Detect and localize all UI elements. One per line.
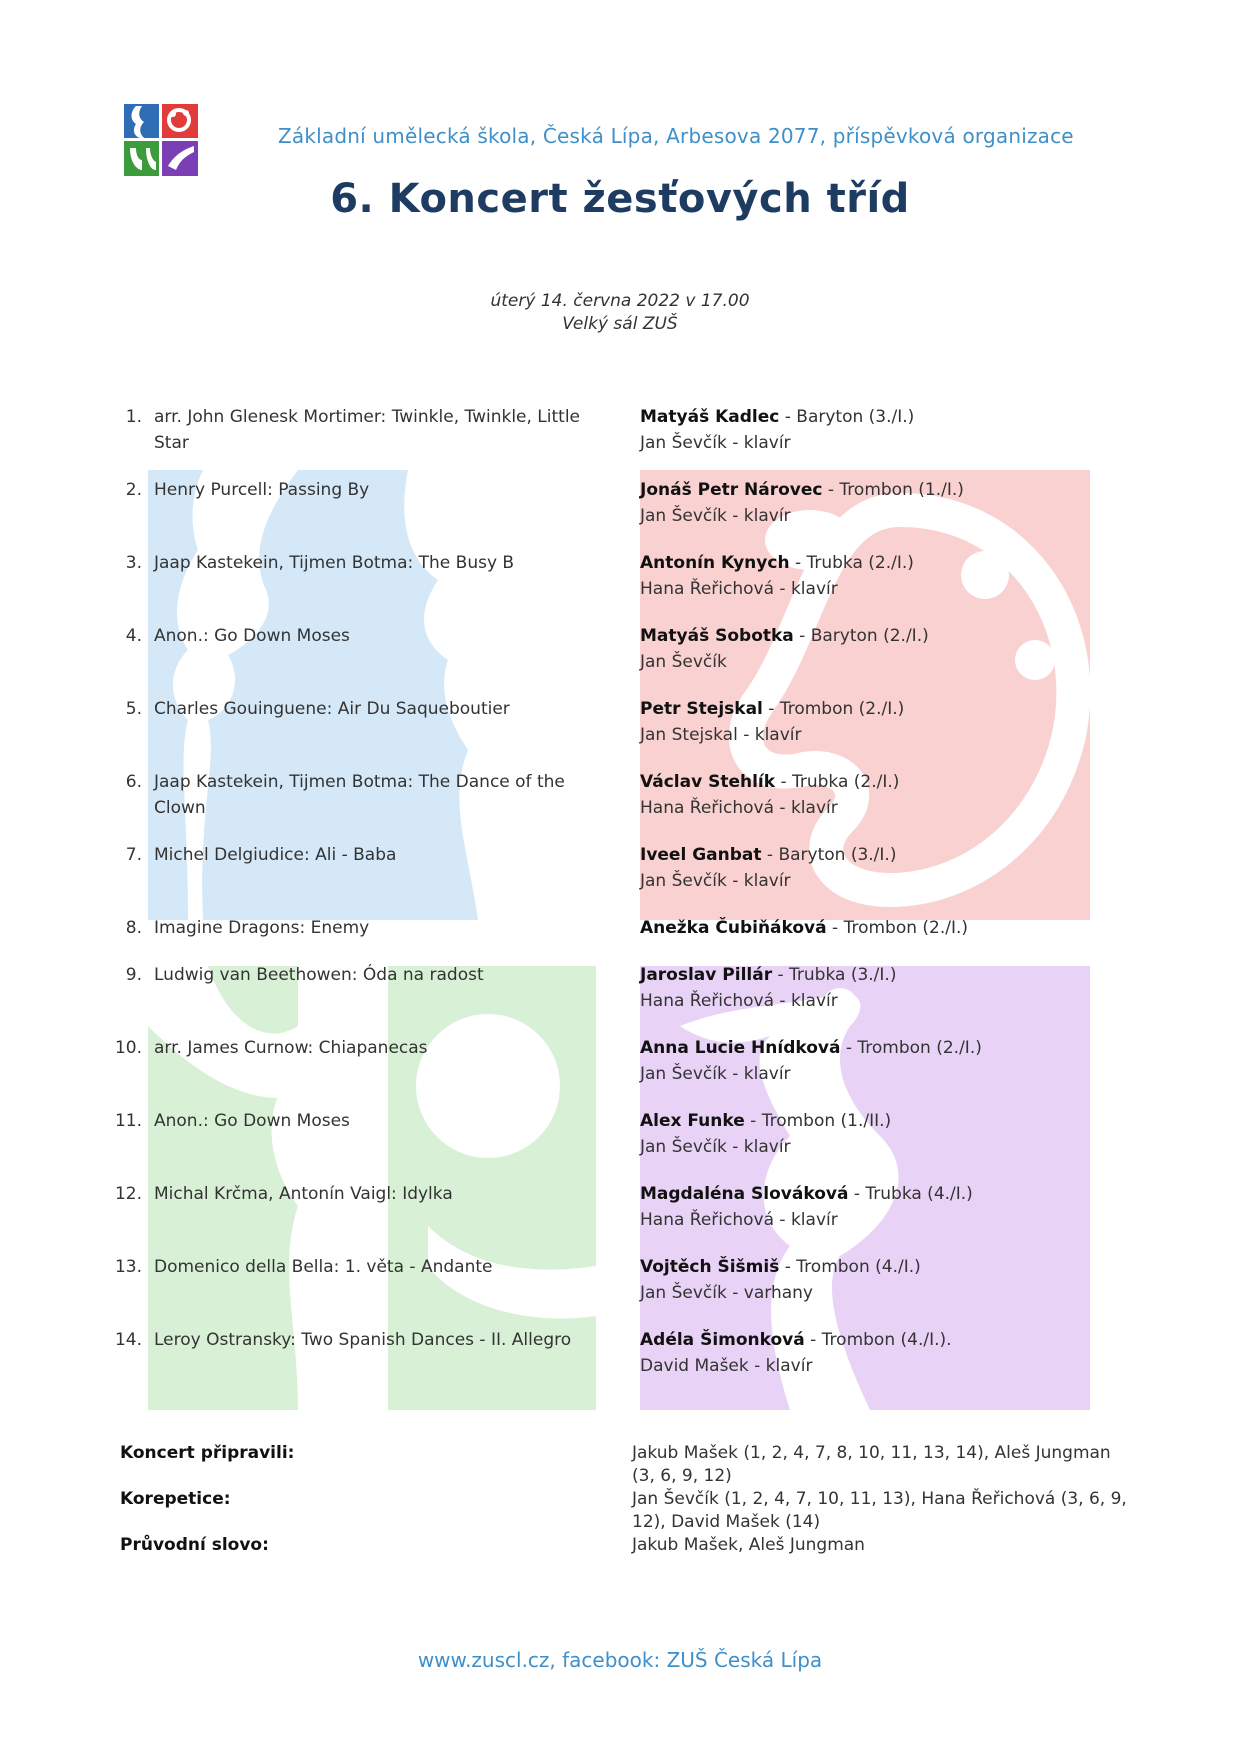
performer-name: Adéla Šimonková: [640, 1330, 805, 1350]
program-performers: [640, 842, 1120, 894]
performer-name: Magdaléna Slováková: [640, 1184, 849, 1204]
program-number: 13.: [114, 1257, 142, 1277]
program-row: [112, 1108, 1132, 1168]
program-row: [112, 1327, 1132, 1387]
program-performers: [640, 696, 1120, 748]
program-number: 2.: [125, 480, 142, 500]
performer-name: Iveel Ganbat: [640, 845, 762, 865]
program-row: [112, 1254, 1132, 1314]
accompanist: Hana Řeřichová - klavír: [640, 798, 838, 818]
performer-instrument: - Trubka (3./I.): [772, 965, 897, 985]
accompanist: Jan Ševčík: [640, 652, 727, 672]
program-performers: [640, 962, 1120, 1014]
performer-name: Matyáš Sobotka: [640, 626, 794, 646]
program-performers: [640, 1108, 1120, 1160]
program-piece: Michal Krčma, Antonín Vaigl: Idylka: [154, 1184, 453, 1204]
program-performers: [640, 1327, 1120, 1379]
program-performers: [640, 1254, 1120, 1306]
performer-instrument: - Baryton (3./I.): [761, 845, 897, 865]
program-piece: Imagine Dragons: Enemy: [154, 918, 370, 938]
program-piece: Ludwig van Beethowen: Óda na radost: [154, 965, 484, 985]
program-performers: [640, 477, 1120, 529]
credit-value: Jan Ševčík (1, 2, 4, 7, 10, 11, 13), Hana Řeřichová (3, 6, 9, 12), David Mašek (14): [632, 1489, 1127, 1532]
program-performers: [640, 769, 1120, 821]
program-performers: [640, 550, 1120, 602]
program-piece: Charles Gouinguene: Air Du Saqueboutier: [154, 699, 510, 719]
program-piece: Anon.: Go Down Moses: [154, 1111, 350, 1131]
performer-instrument: - Trubka (4./I.): [848, 1184, 973, 1204]
accompanist: Jan Ševčík - varhany: [640, 1283, 813, 1303]
accompanist: Jan Ševčík - klavír: [640, 506, 791, 526]
accompanist: Jan Ševčík - klavír: [640, 433, 791, 453]
program-row: [112, 1181, 1132, 1241]
program-row: [112, 842, 1132, 902]
performer-instrument: - Baryton (2./I.): [793, 626, 929, 646]
credit-label: Průvodní slovo:: [120, 1535, 269, 1555]
program-row: [112, 477, 1132, 537]
performer-name: Vojtěch Šišmiš: [640, 1257, 780, 1277]
accompanist: Jan Ševčík - klavír: [640, 871, 791, 891]
school-logo: [124, 104, 198, 176]
performer-name: Anežka Čubiňáková: [640, 918, 827, 938]
accompanist: David Mašek - klavír: [640, 1356, 813, 1376]
performer-name: Václav Stehlík: [640, 772, 776, 792]
program-piece: Jaap Kastekein, Tijmen Botma: The Busy B: [154, 553, 515, 573]
performer-instrument: - Trubka (2./I.): [775, 772, 900, 792]
performer-name: Alex Funke: [640, 1111, 745, 1131]
concert-venue: Velký sál ZUŠ: [562, 314, 678, 334]
performer-instrument: - Trombon (4./I.).: [804, 1330, 952, 1350]
accompanist: Hana Řeřichová - klavír: [640, 579, 838, 599]
program-row: [112, 962, 1132, 1022]
program-number: 9.: [125, 965, 142, 985]
performer-instrument: - Trombon (2./I.): [762, 699, 905, 719]
program-row: [112, 550, 1132, 610]
program-number: 3.: [125, 553, 142, 573]
program-number: 8.: [125, 918, 142, 938]
program-number: 12.: [114, 1184, 142, 1204]
performer-instrument: - Trombon (4./I.): [779, 1257, 921, 1277]
performer-instrument: - Trombon (2./I.): [840, 1038, 982, 1058]
program-performers: [640, 623, 1120, 675]
logo-icon: [124, 104, 198, 176]
program-piece: Jaap Kastekein, Tijmen Botma: The Dance of the Clown: [154, 772, 565, 818]
program-number: 5.: [125, 699, 142, 719]
program-piece: arr. James Curnow: Chiapanecas: [154, 1038, 428, 1058]
accompanist: Hana Řeřichová - klavír: [640, 991, 838, 1011]
program-number: 11.: [114, 1111, 142, 1131]
credit-value: Jakub Mašek (1, 2, 4, 7, 8, 10, 11, 13, 14), Aleš Jungman (3, 6, 9, 12): [632, 1443, 1111, 1486]
program-piece: Anon.: Go Down Moses: [154, 626, 350, 646]
program-row: [112, 623, 1132, 683]
performer-instrument: - Baryton (3./I.): [779, 407, 915, 427]
credit-value: Jakub Mašek, Aleš Jungman: [632, 1535, 865, 1555]
credit-label: Korepetice:: [120, 1489, 231, 1509]
accompanist: Jan Stejskal - klavír: [640, 725, 802, 745]
program-row: [112, 404, 1132, 464]
program-performers: [640, 404, 1120, 456]
accompanist: Jan Ševčík - klavír: [640, 1137, 791, 1157]
credit-label: Koncert připravili:: [120, 1443, 295, 1463]
program-number: 14.: [114, 1330, 142, 1350]
performer-name: Jonáš Petr Nárovec: [640, 480, 823, 500]
program-performers: [640, 1181, 1120, 1233]
performer-instrument: - Trombon (1./I.): [822, 480, 964, 500]
program-piece: Domenico della Bella: 1. věta - Andante: [154, 1257, 493, 1277]
program-number: 6.: [125, 772, 142, 792]
performer-name: Jaroslav Pillár: [640, 965, 773, 985]
program-number: 1.: [125, 407, 142, 427]
program-piece: Michel Delgiudice: Ali - Baba: [154, 845, 397, 865]
performer-name: Antonín Kynych: [640, 553, 790, 573]
performer-name: Anna Lucie Hnídková: [640, 1038, 841, 1058]
accompanist: Hana Řeřichová - klavír: [640, 1210, 838, 1230]
concert-info: [0, 290, 1240, 336]
program-number: 7.: [125, 845, 142, 865]
performer-name: Matyáš Kadlec: [640, 407, 780, 427]
program-row: [112, 696, 1132, 756]
accompanist: Jan Ševčík - klavír: [640, 1064, 791, 1084]
program-row: [112, 1035, 1132, 1095]
footer-links: www.zuscl.cz, facebook: ZUŠ Česká Lípa: [417, 1648, 823, 1672]
performer-instrument: - Trubka (2./I.): [789, 553, 914, 573]
performer-instrument: - Trombon (1./II.): [744, 1111, 892, 1131]
program-row: [112, 769, 1132, 829]
program-piece: Henry Purcell: Passing By: [154, 480, 370, 500]
program-performers: [640, 1035, 1120, 1087]
program-piece: arr. John Glenesk Mortimer: Twinkle, Twinkle, Little Star: [154, 407, 581, 453]
program-number: 4.: [125, 626, 142, 646]
program-piece: Leroy Ostransky: Two Spanish Dances - II. Allegro: [154, 1330, 572, 1350]
performer-instrument: - Trombon (2./I.): [826, 918, 969, 938]
page-title: 6. Koncert žesťových tříd: [330, 176, 910, 222]
school-name: Základní umělecká škola, Česká Lípa, Arbesova 2077, příspěvková organizace: [278, 124, 1074, 148]
concert-date: úterý 14. června 2022 v 17.00: [490, 291, 750, 311]
program-performers: [640, 915, 1120, 941]
program-number: 10.: [114, 1038, 142, 1058]
performer-name: Petr Stejskal: [640, 699, 763, 719]
